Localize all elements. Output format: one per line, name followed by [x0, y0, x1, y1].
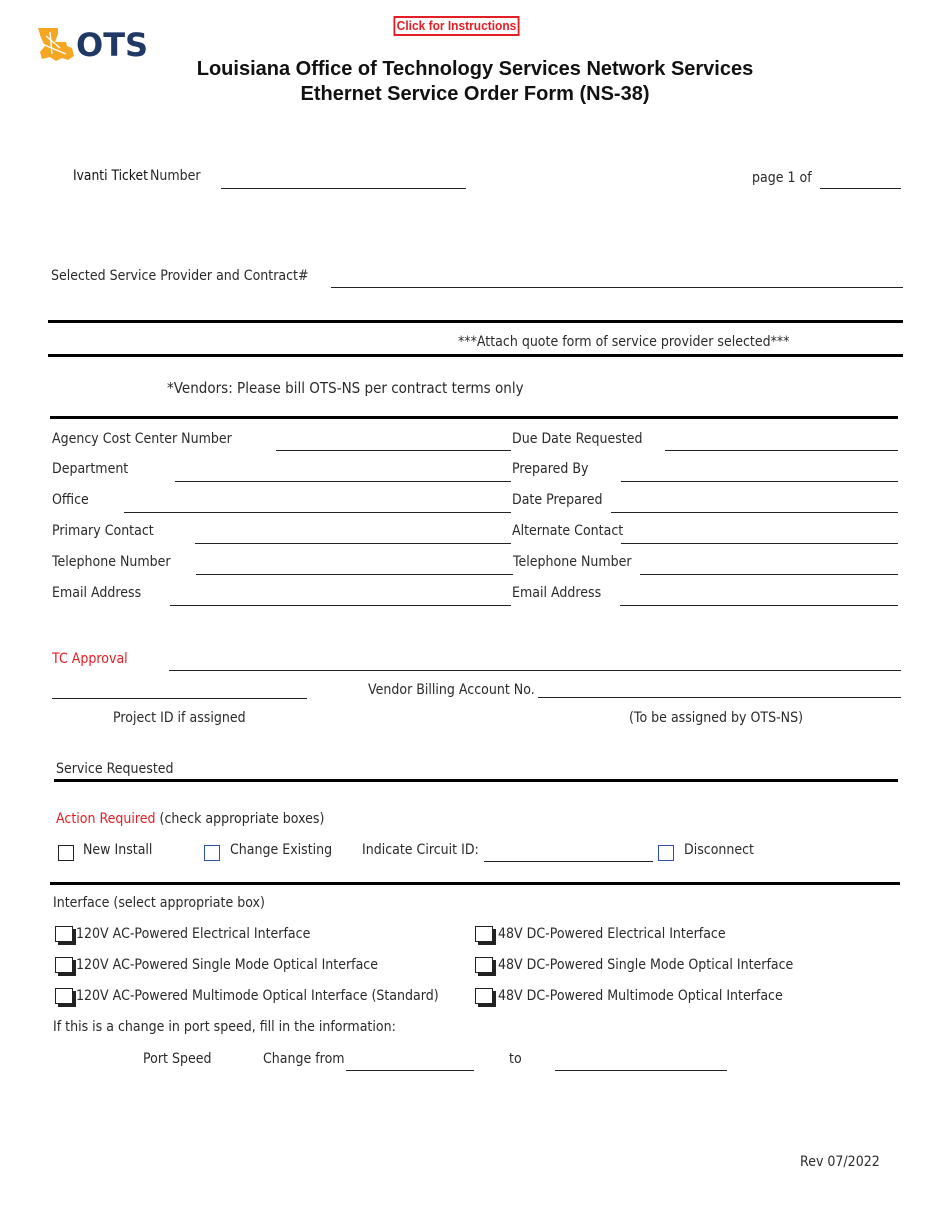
interface-heading: Interface (select appropriate box) [53, 895, 265, 911]
prepared-by-label: Prepared By [512, 461, 589, 477]
form-title-line2: Ethernet Service Order Form (NS-38) [300, 83, 650, 105]
cost-center-field[interactable] [276, 450, 511, 451]
alt-telephone-label: Telephone Number [513, 554, 632, 570]
email-label: Email Address [52, 585, 142, 601]
office-field[interactable] [124, 512, 511, 513]
divider [50, 882, 900, 885]
prepared-by-field[interactable] [621, 481, 898, 482]
due-date-field[interactable] [665, 450, 898, 451]
revision-label: Rev 07/2022 [800, 1154, 880, 1170]
interface-option-label: 48V DC-Powered Multimode Optical Interface [498, 988, 783, 1004]
interface-option-label: 48V DC-Powered Single Mode Optical Interface [498, 957, 794, 973]
alt-email-field[interactable] [620, 605, 898, 606]
telephone-label: Telephone Number [52, 554, 171, 570]
ivanti-ticket-bold: Ivanti Ticket [73, 168, 148, 184]
change-from-field[interactable] [346, 1070, 474, 1071]
page-total-field[interactable] [820, 188, 901, 189]
disconnect-label: Disconnect [684, 842, 755, 858]
ivanti-ticket-rest: Number [150, 168, 201, 184]
vendor-billing-field[interactable] [538, 697, 901, 698]
change-existing-label: Change Existing [230, 842, 333, 858]
divider [48, 354, 903, 357]
interface-option-label: 120V AC-Powered Electrical Interface [76, 926, 311, 942]
interface-120v-multimode-checkbox[interactable] [55, 988, 73, 1004]
tc-approval-field[interactable] [169, 670, 901, 671]
date-prepared-field[interactable] [611, 512, 898, 513]
service-provider-label: Selected Service Provider and Contract# [51, 268, 309, 284]
divider [54, 779, 898, 782]
logo-text: OTS [76, 26, 149, 64]
alternate-contact-field[interactable] [621, 543, 898, 544]
interface-48v-multimode-checkbox[interactable] [475, 988, 493, 1004]
service-requested-label: Service Requested [56, 761, 174, 777]
divider [50, 416, 898, 419]
interface-option-label: 120V AC-Powered Single Mode Optical Interface [76, 957, 378, 973]
interface-option-label: 120V AC-Powered Multimode Optical Interface (Standard) [76, 988, 439, 1004]
department-label: Department [52, 461, 129, 477]
service-provider-field[interactable] [331, 287, 903, 288]
office-label: Office [52, 492, 89, 508]
divider [48, 320, 903, 323]
port-change-note: If this is a change in port speed, fill in the information: [53, 1019, 396, 1035]
department-field[interactable] [175, 481, 511, 482]
date-prepared-label: Date Prepared [512, 492, 603, 508]
project-id-label: Project ID if assigned [113, 710, 246, 726]
instructions-button[interactable]: Click for Instructions [393, 16, 519, 36]
project-id-field[interactable] [52, 698, 307, 699]
interface-120v-single-mode-checkbox[interactable] [55, 957, 73, 973]
interface-option-label: 48V DC-Powered Electrical Interface [498, 926, 726, 942]
due-date-label: Due Date Requested [512, 431, 643, 447]
new-install-label: New Install [83, 842, 153, 858]
alt-telephone-field[interactable] [640, 574, 898, 575]
alt-email-label: Email Address [512, 585, 602, 601]
vendors-note: *Vendors: Please bill OTS-NS per contract terms only [167, 379, 524, 397]
ivanti-ticket-label [73, 167, 207, 184]
action-required-text: Action Required [56, 811, 156, 827]
email-field[interactable] [170, 605, 511, 606]
ivanti-ticket-field[interactable] [221, 188, 466, 189]
form-title-line1: Louisiana Office of Technology Services Network Services [196, 58, 754, 80]
interface-120v-electrical-checkbox[interactable] [55, 926, 73, 942]
port-speed-label: Port Speed [143, 1051, 212, 1067]
interface-48v-single-mode-checkbox[interactable] [475, 957, 493, 973]
page-number-label: page 1 of [752, 170, 812, 186]
circuit-id-label: Indicate Circuit ID: [362, 842, 479, 858]
action-required-hint: (check appropriate boxes) [159, 811, 325, 827]
disconnect-checkbox[interactable] [658, 845, 674, 861]
alternate-contact-label: Alternate Contact [512, 523, 624, 539]
to-label: to [509, 1051, 522, 1067]
tc-approval-label: TC Approval [52, 651, 128, 667]
interface-48v-electrical-checkbox[interactable] [475, 926, 493, 942]
telephone-field[interactable] [196, 574, 513, 575]
change-from-label: Change from [263, 1051, 345, 1067]
vendor-billing-label: Vendor Billing Account No. [368, 682, 535, 698]
change-to-field[interactable] [555, 1070, 727, 1071]
change-existing-checkbox[interactable] [204, 845, 220, 861]
cost-center-label: Agency Cost Center Number [52, 431, 232, 447]
new-install-checkbox[interactable] [58, 845, 74, 861]
primary-contact-label: Primary Contact [52, 523, 154, 539]
circuit-id-field[interactable] [484, 861, 653, 862]
action-required-label [56, 811, 324, 827]
attach-quote-note: ***Attach quote form of service provider selected*** [458, 334, 790, 350]
assigned-by-note: (To be assigned by OTS-NS) [629, 710, 803, 726]
primary-contact-field[interactable] [195, 543, 511, 544]
